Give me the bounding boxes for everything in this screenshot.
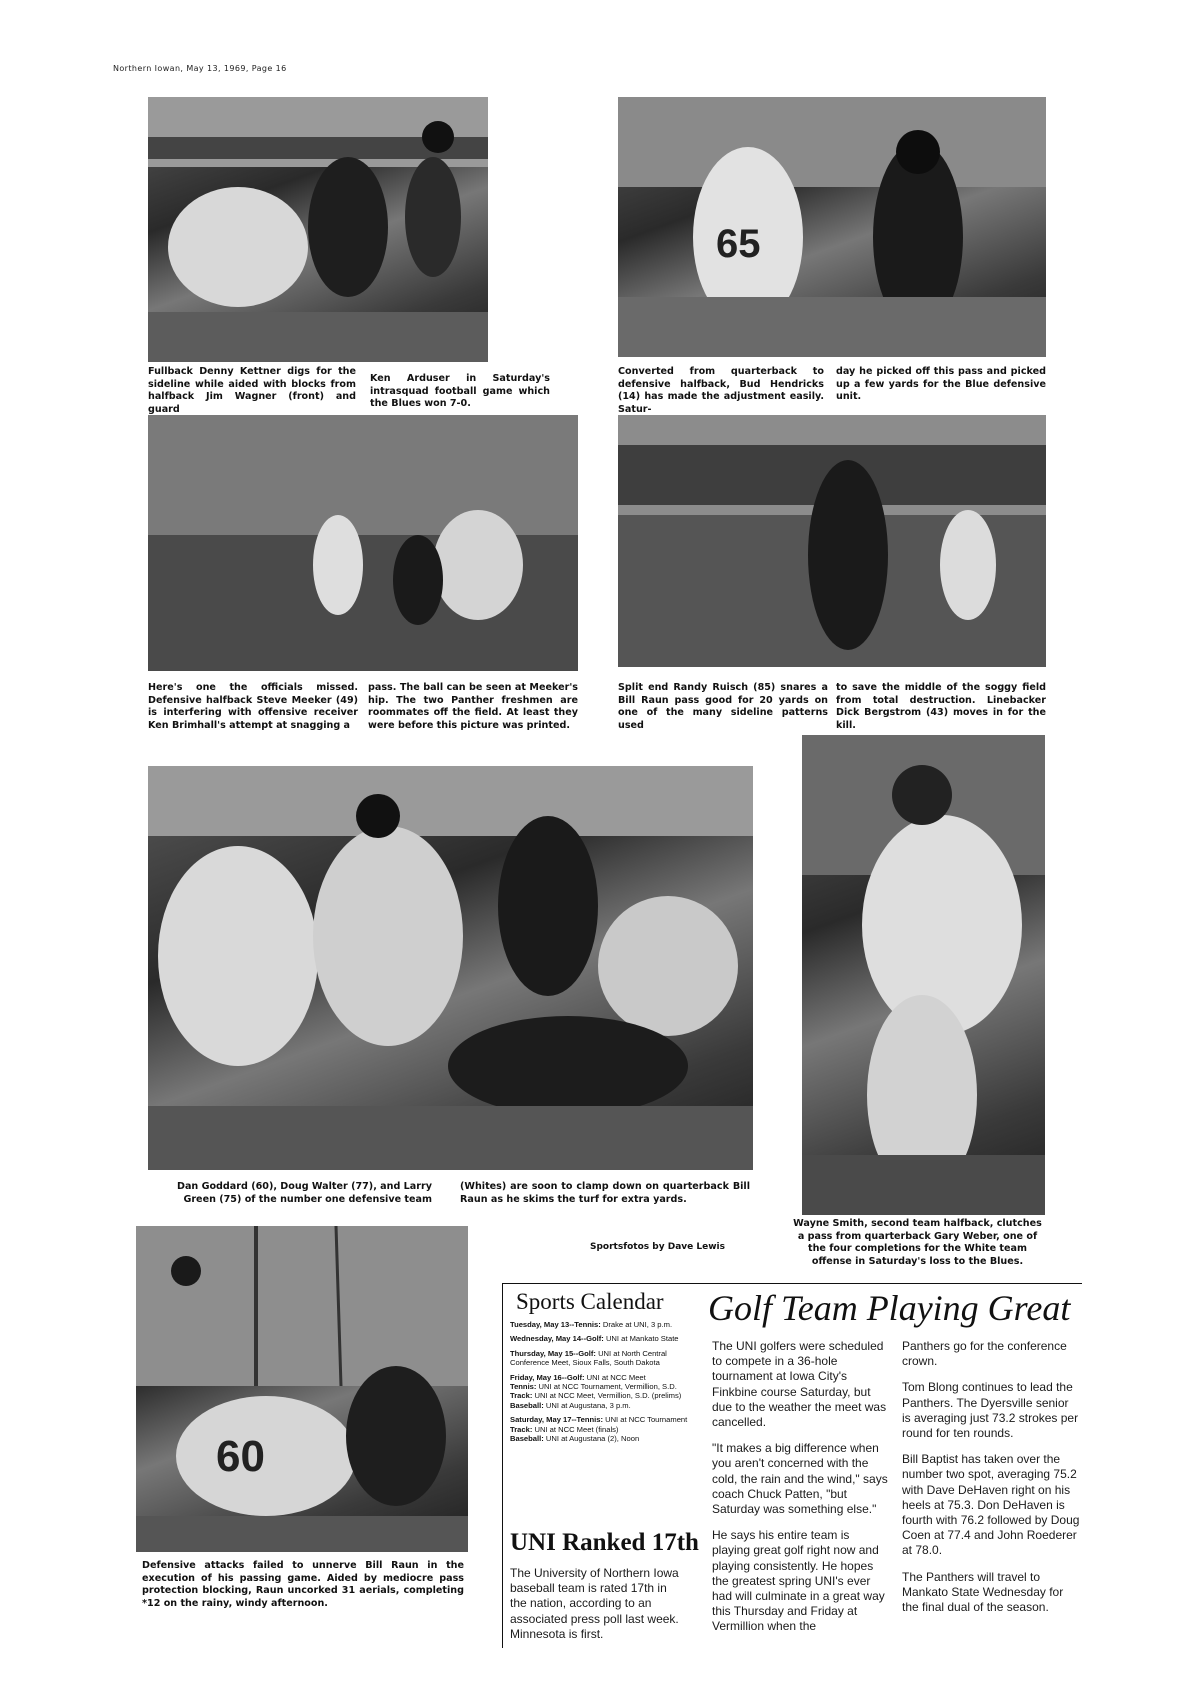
golf-article-column-1 (712, 1339, 890, 1646)
calendar-entry (510, 1349, 690, 1368)
caption-photo1-right: Ken Arduser in Saturday's intrasquad football game which the Blues won 7-0. (370, 373, 550, 409)
photo-defensive-line (148, 766, 753, 1170)
uni-ranked-body: The University of Northern Iowa baseball team is rated 17th in the nation, according to an associated press poll last week. Minnesota is first. (510, 1566, 679, 1641)
jersey-number: 65 (716, 222, 761, 266)
photo-halfback-catch (802, 735, 1045, 1215)
calendar-entry (510, 1320, 690, 1329)
calendar-event-label: Track: (510, 1424, 533, 1434)
calendar-day: Thursday, May 15-- (510, 1348, 579, 1358)
caption-photo2-left: Converted from quarterback to defensive halfback, Bud Hendricks (14) has made the adjustment easily. Satur- (618, 366, 824, 415)
jersey-number: 60 (216, 1432, 265, 1481)
calendar-event-label: Golf: (566, 1372, 585, 1382)
caption-photo3-right: pass. The ball can be seen at Meeker's hip. The two Panther freshmen are roommates off the field. At least they were before this picture was printed. (368, 682, 578, 731)
calendar-entry (510, 1373, 690, 1411)
photo-pass-interference (148, 415, 578, 671)
calendar-day: Tuesday, May 13-- (510, 1320, 575, 1329)
calendar-entry (510, 1334, 690, 1343)
article-paragraph: "It makes a big difference when you aren't concerned with the cold, the rain and the wind," says coach Chuck Patten, "but Saturday was something else." (712, 1441, 888, 1517)
calendar-day: Friday, May 16-- (510, 1372, 567, 1382)
calendar-event-label: Golf: (586, 1334, 604, 1344)
caption-photo4-left: Split end Randy Ruisch (85) snares a Bill Raun pass good for 20 yards on one of the many sideline patterns used (618, 682, 828, 731)
section-top-rule (502, 1283, 1082, 1284)
article-paragraph: He says his entire team is playing great golf right now and playing consistently. He hopes the greatest spring UNI's ever had will culminate in a great way this Thursday and Friday at Vermillion when the (712, 1528, 885, 1634)
calendar-event-label: Baseball: (510, 1434, 544, 1444)
caption-photo7: Defensive attacks failed to unnerve Bill Raun in the execution of his passing game. Aided by mediocre pass protection blocking, Raun uncorked 31 aerials, completing *12 on the rainy, windy afternoon. (142, 1560, 464, 1609)
calendar-event-text: UNI at Augustana, 3 p.m. (543, 1400, 631, 1410)
article-paragraph: Bill Baptist has taken over the number two spot, averaging 75.2 with Dave DeHaven right on his heels at 75.3. Don DeHaven is fourth with 76.2 followed by Doug Coen at 77.4 and John Roederer at 78.0. (902, 1452, 1080, 1558)
photo-defensive-attack (136, 1226, 468, 1552)
caption-photo2-right: day he picked off this pass and picked up a few yards for the Blue defensive unit. (836, 366, 1046, 402)
caption-photo5-left: Dan Goddard (60), Doug Walter (77), and Larry Green (75) of the number one defensive team (176, 1181, 432, 1205)
article-paragraph: The Panthers will travel to Mankato State Wednesday for the final dual of the season. (902, 1569, 1064, 1615)
golf-article-column-2 (902, 1339, 1080, 1626)
calendar-event-text: UNI at North Central Conference Meet, Sioux Falls, South Dakota (510, 1348, 667, 1368)
calendar-left-rule (502, 1283, 503, 1648)
caption-photo5-right: (Whites) are soon to clamp down on quarterback Bill Raun as he skims the turf for extra yards. (460, 1181, 750, 1205)
uni-ranked-headline: UNI Ranked 17th (510, 1529, 699, 1556)
caption-photo6: Wayne Smith, second team halfback, clutches a pass from quarterback Gary Weber, one of the four completions for the White team offense in Saturday's loss to the Blues. (793, 1218, 1042, 1267)
photo-defensive-halfback (618, 97, 1046, 357)
calendar-event-text: UNI at NCC Tournament (602, 1415, 688, 1425)
calendar-event-text: UNI at NCC Meet (584, 1372, 646, 1382)
photo-fullback-sideline (148, 97, 488, 362)
caption-photo3-left: Here's one the officials missed. Defensive halfback Steve Meeker (49) is interfering with offensive receiver Ken Brimhall's attempt at snagging a (148, 682, 358, 731)
calendar-event-text: UNI at NCC Meet, Vermillion, S.D. (prelims) (532, 1391, 682, 1401)
calendar-day: Saturday, May 17-- (510, 1415, 577, 1425)
calendar-event-text: UNI at Augustana (2), Noon (543, 1434, 640, 1444)
photo-credit: Sportsfotos by Dave Lewis (590, 1242, 725, 1252)
sports-calendar (510, 1320, 690, 1448)
calendar-event-label: Track: (510, 1391, 533, 1401)
calendar-entry (510, 1415, 690, 1443)
article-paragraph: The UNI golfers were scheduled to compete in a 36-hole tournament at Iowa City's Finkbine course Saturday, but due to the weather the meet was cancelled. (712, 1339, 887, 1430)
caption-photo1-left: Fullback Denny Kettner digs for the sideline while aided with blocks from halfback Jim Wagner (front) and guard (148, 366, 356, 415)
calendar-event-label: Baseball: (510, 1400, 544, 1410)
calendar-day: Wednesday, May 14-- (510, 1334, 587, 1344)
calendar-event-label: Tennis: (510, 1382, 537, 1392)
calendar-event-text: UNI at NCC Tournament, Vermillion, S.D. (536, 1382, 677, 1392)
calendar-event-label: Tennis: (574, 1320, 601, 1329)
calendar-event-text: UNI at Mankato State (603, 1334, 679, 1344)
calendar-event-text: Drake at UNI, 3 p.m. (600, 1320, 673, 1329)
calendar-event-label: Golf: (578, 1348, 596, 1358)
calendar-title: Sports Calendar (516, 1289, 664, 1314)
photo-split-end (618, 415, 1046, 667)
article-paragraph: Panthers go for the conference crown. (902, 1339, 1067, 1369)
golf-headline: Golf Team Playing Great (708, 1288, 1071, 1328)
calendar-event-label: Tennis: (576, 1415, 603, 1425)
page-header: Northern Iowan, May 13, 1969, Page 16 (113, 64, 287, 73)
article-paragraph: Tom Blong continues to lead the Panthers. The Dyersville senior is averaging just 73.2 strokes per round for ten rounds. (902, 1380, 1079, 1441)
caption-photo4-right: to save the middle of the soggy field from total destruction. Linebacker Dick Bergstrom (43) moves in for the kill. (836, 682, 1046, 731)
calendar-event-text: UNI at NCC Meet (finals) (532, 1424, 619, 1434)
